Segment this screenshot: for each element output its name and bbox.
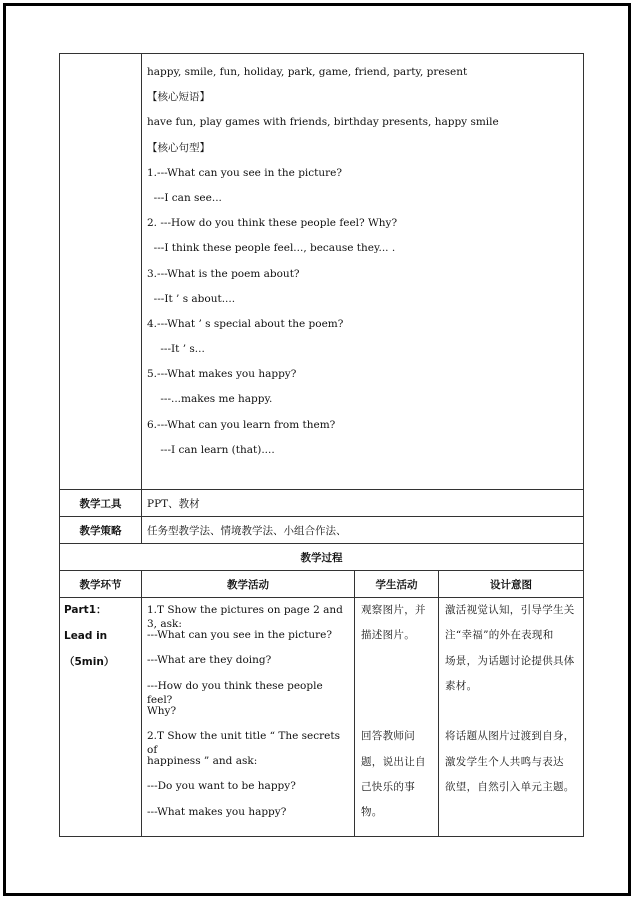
part1-student [355, 598, 439, 837]
vocab-line: ---I think these people feel..., because they... . [147, 242, 396, 255]
student-line: 己快乐的事 [361, 781, 415, 794]
vocab-label-cell [60, 54, 142, 490]
intent-line: 注“幸福”的外在表现和 [445, 629, 554, 642]
header-intent: 设计意图 [439, 571, 584, 598]
activity-line: Why? [147, 704, 177, 717]
column-header-row [60, 571, 584, 598]
vocab-content [142, 54, 584, 490]
vocab-line: 2. ---How do you think these people feel? Why? [147, 217, 398, 230]
header-stage: 教学环节 [60, 571, 142, 598]
vocab-line: ---It ’ s... [147, 343, 205, 356]
activity-line: ---What makes you happy? [147, 805, 287, 818]
student-line: 回答教师问 [361, 730, 415, 743]
vocab-line: 3.---What is the poem about? [147, 267, 300, 280]
vocab-line: 1.---What can you see in the picture? [147, 166, 343, 179]
activity-line: 1.T Show the pictures on page 2 and 3, ask: [147, 604, 343, 630]
vocab-line: 【核心短语】 [147, 91, 210, 104]
intent-line: 场景，为话题讨论提供具体 [445, 654, 575, 667]
student-line: 题，说出让自 [361, 755, 426, 768]
part1-time: （5min） [64, 656, 115, 668]
process-title: 教学过程 [60, 544, 584, 571]
vocab-line: 【核心句型】 [147, 141, 210, 154]
activity-line: ---What are they doing? [147, 654, 272, 667]
part1-intent [439, 598, 584, 837]
intent-line: 素材。 [445, 679, 478, 692]
activity-line: ---Do you want to be happy? [147, 780, 296, 793]
vocab-line: happy, smile, fun, holiday, park, game, friend, party, present [147, 66, 468, 78]
student-line: 观察图片，并 [361, 604, 426, 616]
activity-line: happiness ” and ask: [147, 755, 258, 768]
tools-label: 教学工具 [60, 490, 142, 517]
student-line: 物。 [361, 806, 383, 819]
intent-line: 激活视觉认知，引导学生关 [445, 604, 575, 616]
activity-line: 2.T Show the unit title “ The secrets of [147, 729, 340, 756]
vocab-line: 5.---What makes you happy? [147, 368, 297, 381]
part1-sub: Lead in [64, 630, 108, 642]
student-line: 描述图片。 [361, 629, 415, 642]
vocab-line: 6.---What can you learn from them? [147, 418, 336, 431]
part1-title: Part1： [64, 604, 107, 616]
process-title-row [60, 544, 584, 571]
vocab-line: ---I can learn (that).... [147, 443, 275, 456]
header-activity: 教学活动 [142, 571, 355, 598]
strategy-row [60, 517, 584, 544]
part1-activities [142, 598, 355, 837]
strategy-value: 任务型教学法、情境教学法、小组合作法、 [142, 517, 584, 544]
vocab-line: 4.---What ’ s special about the poem? [147, 317, 344, 330]
tools-value: PPT、教材 [142, 490, 584, 517]
vocab-line: ---It ’ s about.... [147, 292, 236, 305]
vocab-line: ---...makes me happy. [147, 393, 273, 406]
vocab-line: ---I can see... [147, 191, 222, 204]
activity-line: ---How do you think these people feel? [147, 679, 323, 706]
lesson-plan-table [59, 53, 584, 837]
vocab-row [60, 54, 584, 490]
intent-line: 激发学生个人共鸣与表达 [445, 755, 564, 768]
vocab-line: have fun, play games with friends, birthday presents, happy smile [147, 116, 499, 129]
strategy-label: 教学策略 [60, 517, 142, 544]
part1-row [60, 598, 584, 837]
intent-line: 欲望，自然引入单元主题。 [445, 781, 575, 794]
activity-line: ---What can you see in the picture? [147, 629, 332, 642]
part1-stage [60, 598, 142, 837]
tools-row [60, 490, 584, 517]
header-student: 学生活动 [355, 571, 439, 598]
intent-line: 将话题从图片过渡到自身， [445, 730, 575, 743]
